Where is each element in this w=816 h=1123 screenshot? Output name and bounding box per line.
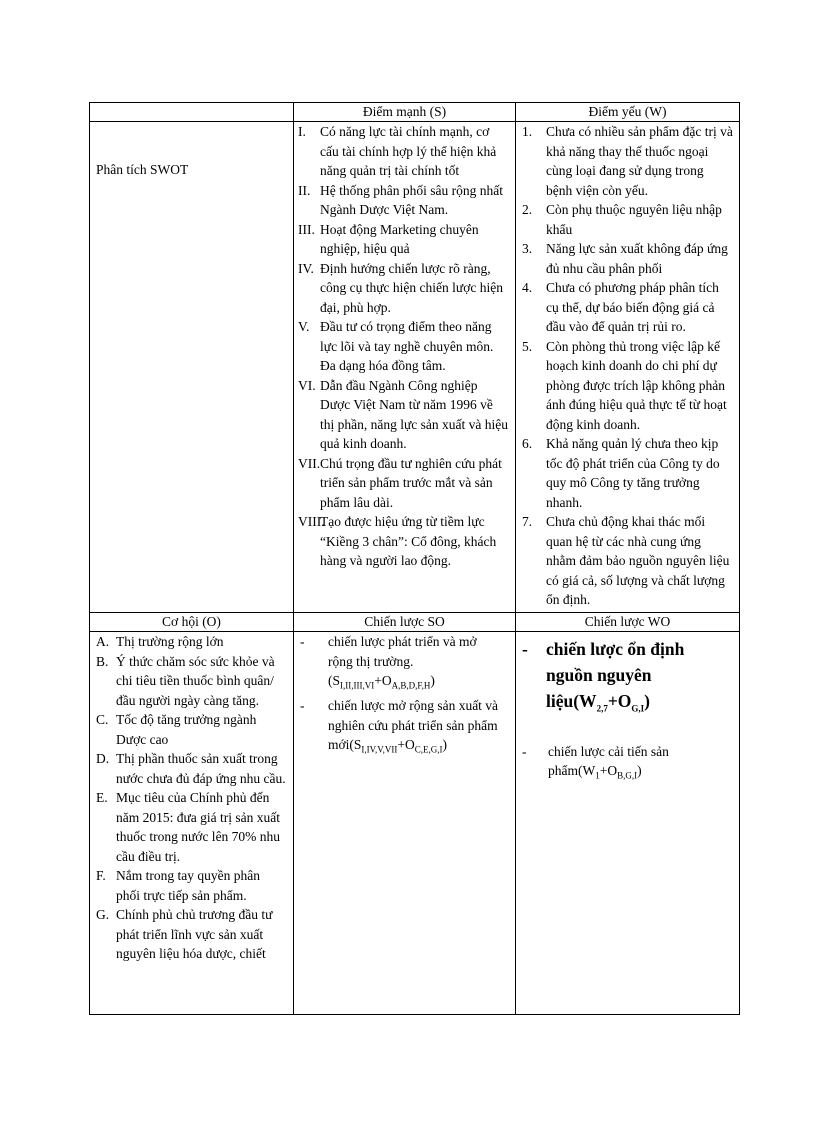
header-strengths: Điểm mạnh (S) xyxy=(294,103,516,122)
strength-item-text: Hoạt động Marketing chuyên nghiệp, hiệu quả xyxy=(320,221,479,256)
weakness-item-number: 1. xyxy=(522,124,533,139)
weakness-item-number: 5. xyxy=(522,338,533,354)
strength-item-number: I. xyxy=(298,124,306,139)
so-strategy-item xyxy=(294,696,509,760)
weaknesses-cell xyxy=(516,122,740,613)
strength-item-text: Định hướng chiến lược rõ ràng, công cụ thực hiện chiến lược hiện đại, phù hợp. xyxy=(320,260,503,315)
so-strategy-formula: $(S_{I,IV,V,VII}+O_{C,E,G,I})$ xyxy=(349,737,447,755)
weakness-item-number: 6. xyxy=(522,436,533,451)
weakness-item xyxy=(516,512,739,610)
wo-strategy-formula: $(W_1+O_{B,G,I})$ xyxy=(578,763,642,781)
strengths-cell xyxy=(294,122,516,613)
strength-item-number: VIII. xyxy=(298,514,325,529)
strength-item-number: VI. xyxy=(298,377,316,393)
opportunity-item-text: Thị trường rộng lớn xyxy=(116,634,224,649)
formula-w-subscript: 1 xyxy=(595,770,600,781)
header-opportunities: Cơ hội (O) xyxy=(90,613,294,632)
strength-item xyxy=(294,220,515,259)
header-row xyxy=(90,103,740,122)
wo-strategy-item xyxy=(516,742,739,787)
wo-strategy-formula: $(W_{2,7}+O_{G,I})$ xyxy=(573,691,650,714)
weakness-item xyxy=(516,239,739,278)
weakness-item xyxy=(516,200,739,239)
swot-analysis-row xyxy=(90,122,740,613)
opportunity-item-number: F. xyxy=(96,868,106,883)
header-empty-cell xyxy=(90,103,294,122)
strength-item xyxy=(294,181,515,220)
opportunity-item-number: B. xyxy=(96,653,109,669)
opportunity-item-number: E. xyxy=(96,790,108,805)
opportunity-item xyxy=(90,788,293,866)
formula-s-subscript: I,IV,V,VII xyxy=(361,744,398,755)
formula-w-subscript: 2,7 xyxy=(596,703,608,714)
opportunity-item-number: G. xyxy=(96,907,110,922)
opportunity-item-text: Nắm trong tay quyền phân phối trực tiếp sản phẩm. xyxy=(116,868,260,903)
strength-item-text: Có năng lực tài chính mạnh, cơ cấu tài chính hợp lý thể hiện khả năng quản trị tài chính tốt xyxy=(320,124,497,178)
weaknesses-list xyxy=(516,122,739,610)
strength-item xyxy=(294,512,515,571)
weakness-item-text: Còn phụ thuộc nguyên liệu nhập khẩu xyxy=(546,202,722,237)
opportunity-item xyxy=(90,710,293,749)
so-strategy-item xyxy=(294,632,509,696)
opportunity-item xyxy=(90,749,293,788)
formula-o-subscript: G,I xyxy=(631,703,645,714)
header-row-2 xyxy=(90,613,740,632)
weakness-item-text: Chưa chủ động khai thác mối quan hệ từ các nhà cung ứng nhằm đảm bảo nguồn nguyên liệu có giá cả, số lượng và chất lượng ổn định. xyxy=(546,514,730,607)
header-so-strategy: Chiến lược SO xyxy=(294,613,516,632)
strength-item-number: V. xyxy=(298,319,310,334)
formula-o-subscript: A,B,D,F,H xyxy=(391,680,431,691)
wo-strategy-text: chiến lược ổn định nguồn nguyên liệu xyxy=(546,639,685,711)
opportunity-item-text: Chính phủ chủ trương đầu tư phát triển lĩnh vực sản xuất nguyên liệu hóa dược, chiết xyxy=(116,907,273,961)
strength-item xyxy=(294,259,515,318)
opportunity-item xyxy=(90,905,293,964)
formula-o-subscript: C,E,G,I xyxy=(414,744,443,755)
strength-item xyxy=(294,317,515,376)
strengths-list xyxy=(294,122,515,571)
opportunity-item-number: C. xyxy=(96,712,109,727)
formula-o-subscript: B,G,I xyxy=(617,770,638,781)
strength-item-text: Đầu tư có trọng điểm theo năng lực lõi và tay nghề chuyên môn. Đa dạng hóa đồng tâm. xyxy=(320,319,494,373)
so-strategy-formula: $(S_{I,II,III,VI}+O_{A,B,D,F,H})$ xyxy=(328,673,435,691)
opportunity-item xyxy=(90,866,293,905)
weakness-item xyxy=(516,434,739,512)
opportunity-item xyxy=(90,632,293,652)
weakness-item-text: Chưa có phương pháp phân tích cụ thể, dự báo biến động giá cả đầu vào để quản trị rủi ro. xyxy=(546,280,719,334)
header-wo-strategy: Chiến lược WO xyxy=(516,613,740,632)
so-strategy-list xyxy=(294,632,515,760)
so-strategy-text: chiến lược phát triển và mở rộng thị trường. xyxy=(328,634,477,669)
strength-item-number: II. xyxy=(298,182,311,198)
opportunity-item-text: Ý thức chăm sóc sức khỏe và chi tiêu tiền thuốc bình quân/đầu người ngày càng tăng. xyxy=(116,653,275,708)
wo-strategy-dash: - xyxy=(522,743,527,759)
weakness-item-text: Chưa có nhiều sản phẩm đặc trị và khả năng thay thế thuốc ngoại cùng loại đang sử dụng trong bệnh viện còn yếu. xyxy=(546,124,733,198)
so-strategy-dash: - xyxy=(300,698,305,714)
strength-item-number: III. xyxy=(298,221,315,237)
so-cell xyxy=(294,632,516,1015)
strength-item xyxy=(294,122,515,181)
weakness-item-number: 7. xyxy=(522,514,533,529)
strength-item-text: Hệ thống phân phối sâu rộng nhất Ngành Dược Việt Nam. xyxy=(320,182,503,217)
strength-item-text: Tạo được hiệu ứng từ tiềm lực “Kiềng 3 chân”: Cổ đông, khách hàng và người lao động. xyxy=(320,514,497,568)
strength-item-number: IV. xyxy=(298,260,314,276)
opportunity-item-text: Tốc độ tăng trưởng ngành Dược cao xyxy=(116,712,257,747)
so-strategy-text: chiến lược mở rộng sản xuất và nghiên cứu phát triển sản phẩm mới xyxy=(328,698,499,753)
weakness-item-number: 2. xyxy=(522,202,533,217)
strength-item-number: VII. xyxy=(298,455,321,471)
wo-strategy-item xyxy=(516,632,739,722)
wo-cell xyxy=(516,632,740,1015)
so-strategy-dash: - xyxy=(300,634,305,649)
wo-strategy-text: chiến lược cải tiến sản phẩm xyxy=(548,743,669,778)
weakness-item-text: Khả năng quản lý chưa theo kịp tốc độ phát triển của Công ty do quy mô Công ty tăng trưởng nhanh. xyxy=(546,436,720,510)
opportunity-item-text: Thị phần thuốc sản xuất trong nước chưa đủ đáp ứng nhu cầu. xyxy=(116,751,286,786)
swot-table xyxy=(89,102,740,1015)
wo-strategy-dash: - xyxy=(522,639,528,659)
swot-label-cell xyxy=(90,122,294,613)
opportunity-item-number: D. xyxy=(96,751,110,766)
formula-s-subscript: I,II,III,VI xyxy=(340,680,375,691)
opportunity-item-number: A. xyxy=(96,634,110,649)
strength-item-text: Dẫn đầu Ngành Công nghiệp Dược Việt Nam từ năm 1996 về thị phần, năng lực sản xuất và hiệu quả kinh doanh. xyxy=(320,377,509,451)
weakness-item-number: 3. xyxy=(522,241,533,256)
opportunities-list xyxy=(90,632,293,964)
strength-item xyxy=(294,454,515,513)
wo-strategy-list xyxy=(516,632,739,786)
strength-item-text: Chú trọng đầu tư nghiên cứu phát triển sản phẩm trước mắt và sản phẩm lâu dài. xyxy=(320,455,502,510)
weakness-item xyxy=(516,122,739,200)
weakness-item-text: Còn phòng thủ trong việc lập kế hoạch kinh doanh do chi phí dự phòng được trích lập không phản ánh đúng hiệu quả thực tế từ hoạt động kinh doanh. xyxy=(546,338,727,432)
opportunities-cell xyxy=(90,632,294,1015)
opportunity-item-text: Mục tiêu của Chính phủ đến năm 2015: đưa giá trị sản xuất thuốc trong nước lên 70% nhu cầu điều trị. xyxy=(116,790,281,864)
weakness-item xyxy=(516,337,739,435)
header-weaknesses: Điểm yếu (W) xyxy=(516,103,740,122)
strength-item xyxy=(294,376,515,454)
strategy-row xyxy=(90,632,740,1015)
weakness-item-text: Năng lực sản xuất không đáp ứng đủ nhu cầu phân phối xyxy=(546,241,728,276)
weakness-item-number: 4. xyxy=(522,280,533,295)
weakness-item xyxy=(516,278,739,337)
swot-label: Phân tích SWOT xyxy=(96,162,189,177)
opportunity-item xyxy=(90,652,293,711)
